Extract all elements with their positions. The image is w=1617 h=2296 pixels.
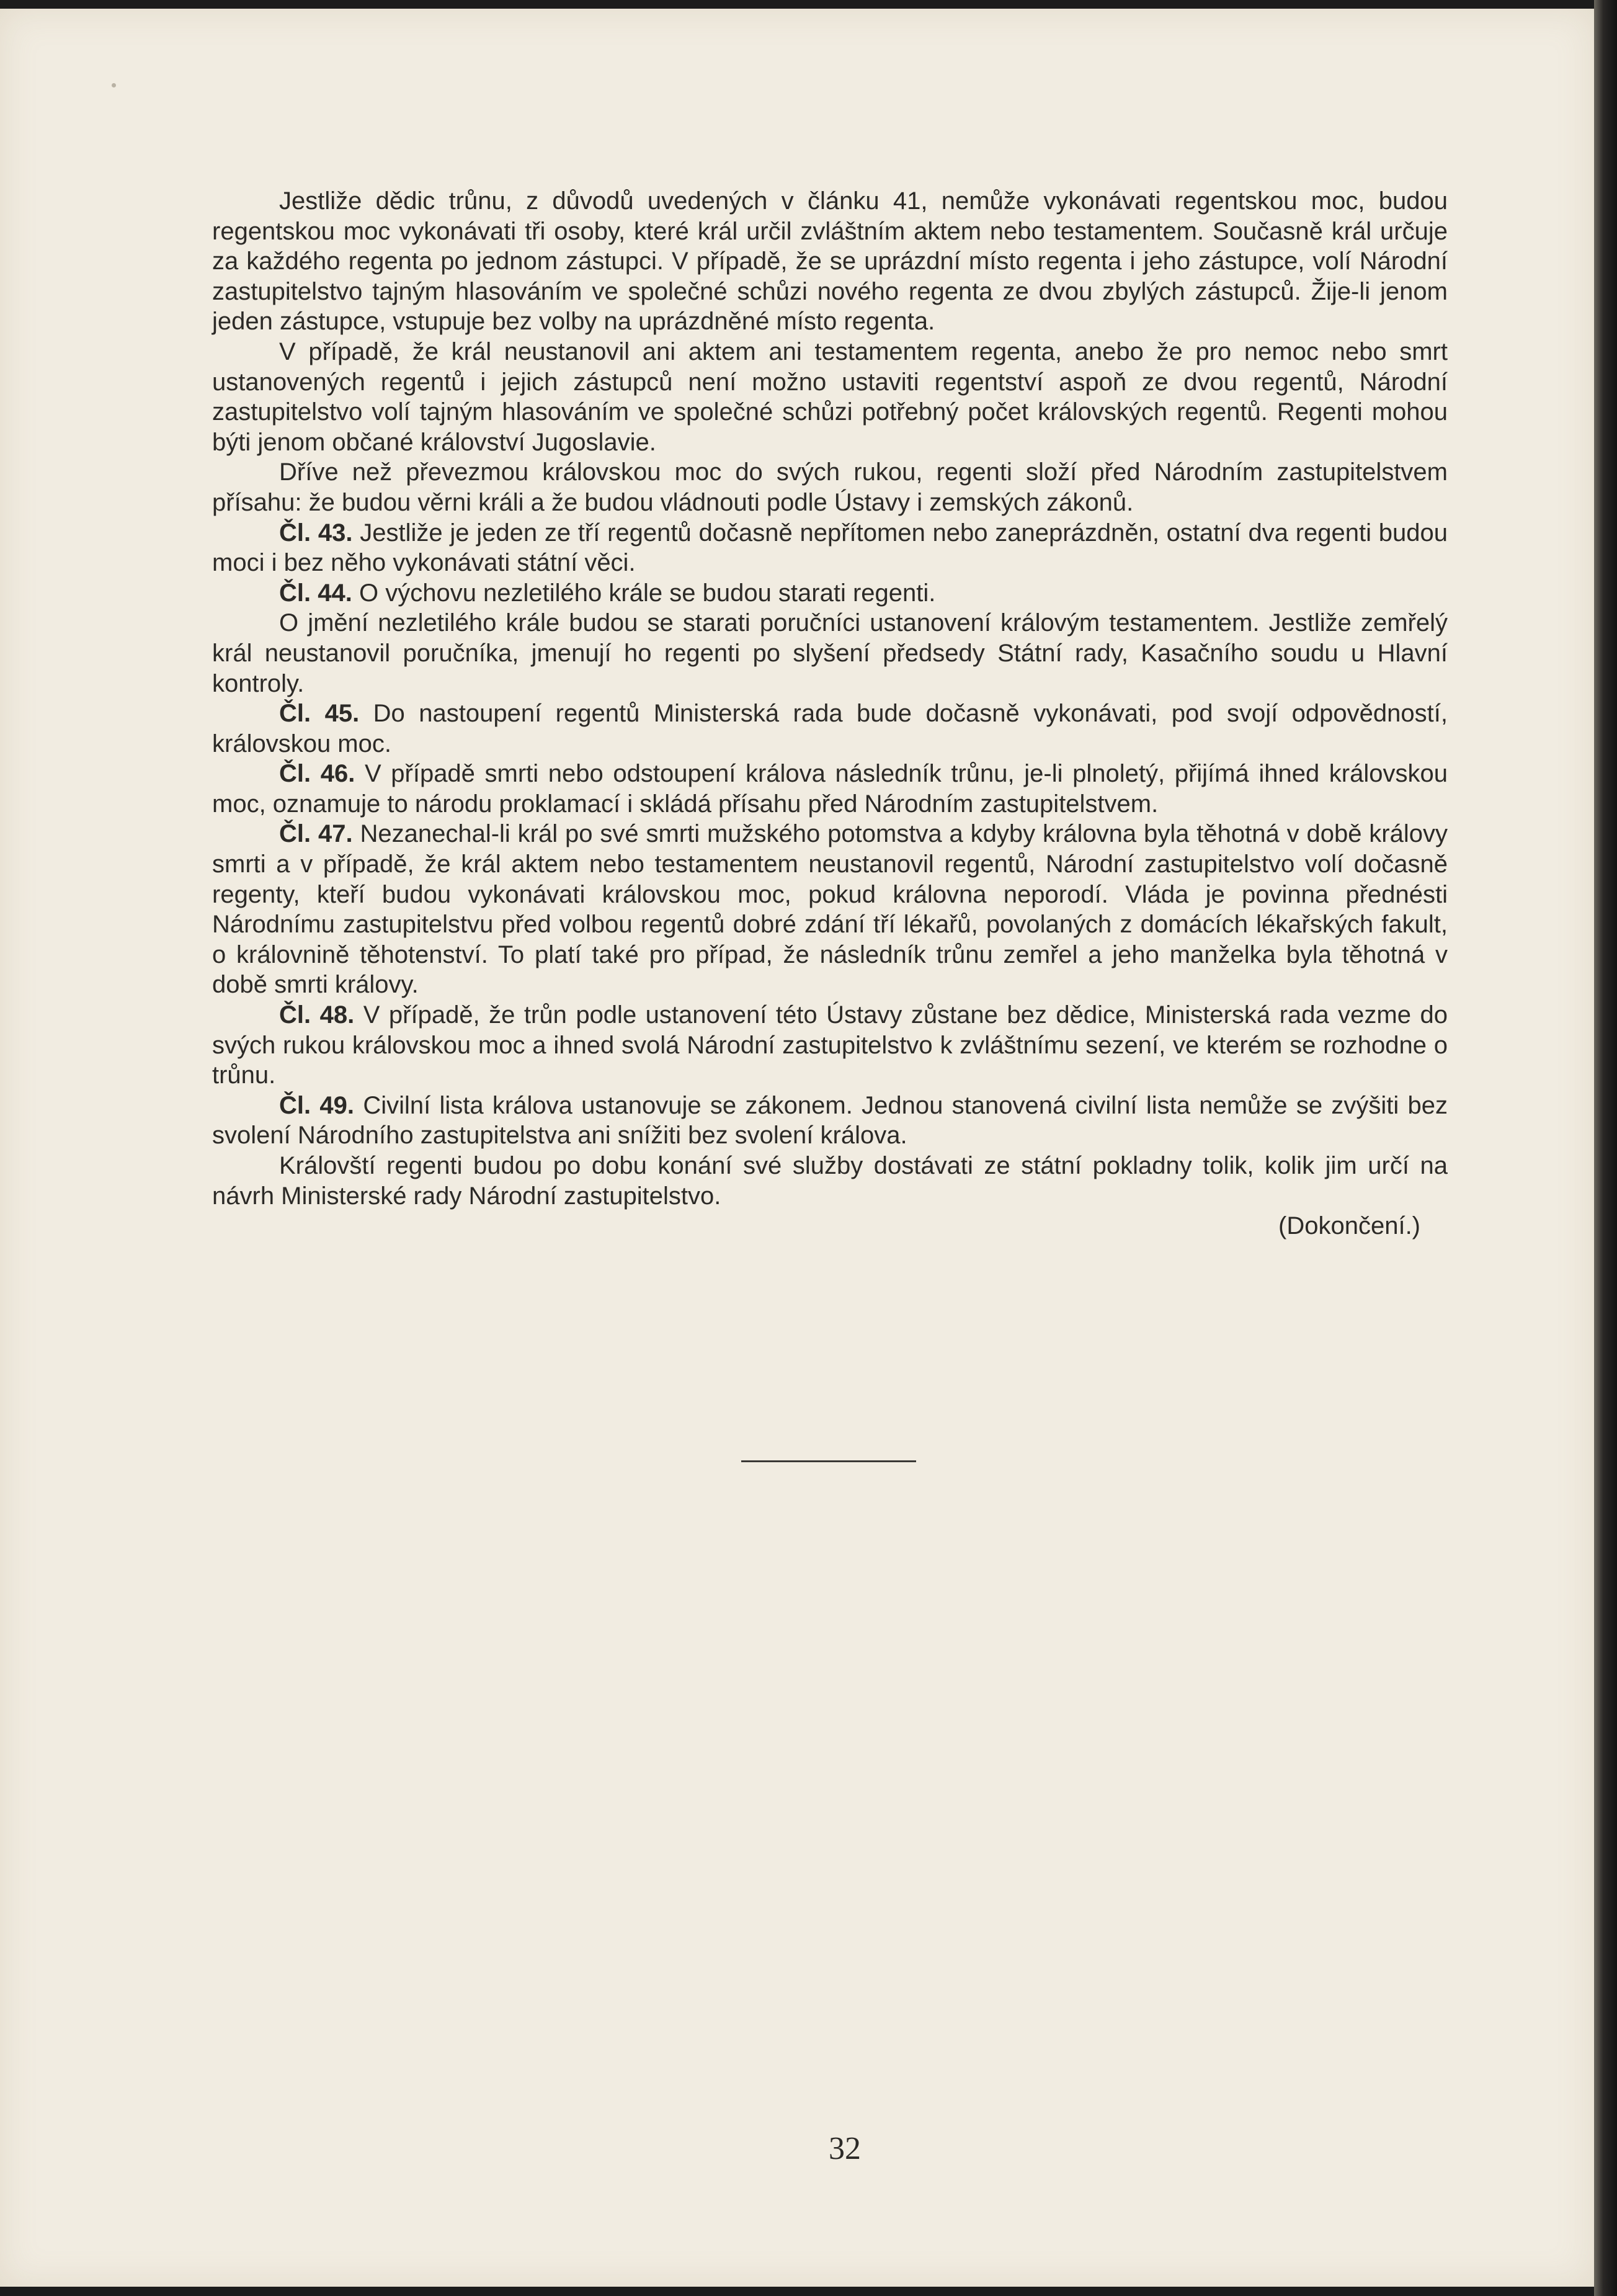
article-48	[212, 1000, 1448, 1091]
article-label: Čl. 46.	[279, 760, 355, 788]
article-label: Čl. 45.	[279, 700, 360, 728]
article-text: O výchovu nezletilého krále se budou starati regenti.	[359, 579, 936, 607]
page-edge-shadow	[1594, 0, 1617, 2296]
document-page	[0, 9, 1594, 2287]
paragraph-guardian	[212, 608, 1448, 699]
paragraph-civil-list	[212, 1151, 1448, 1211]
article-label: Čl. 44.	[279, 579, 352, 607]
article-text: V případě, že trůn podle ustanovení této Ústavy zůstane bez dědice, Ministerská rada vezme do svých rukou královskou moc a ihned svolá Národní zastupitelstvo k zvláštnímu sezení, ve kterém se rozhodne o trůnu.	[212, 1001, 1448, 1089]
article-label: Čl. 43.	[279, 519, 353, 547]
paragraph: Dříve než převezmou královskou moc do svých rukou, regenti složí před Národním zastupitelstvem přísahu: že budou věrni králi a že budou vládnouti podle Ústavy i zemských zákonů.	[212, 458, 1448, 516]
paragraph: V případě, že král neustanovil ani aktem ani testamentem regenta, anebo že pro nemoc nebo smrt ustanovených regentů i jejich zástupců není možno ustaviti regentství aspoň ze dvou regentů, Národní zastupitelstvo volí tajným hlasováním ve společné schůzi potřebný počet královských regentů. Regenti mohou býti jenom občané království Jugoslavie.	[212, 337, 1448, 456]
article-43	[212, 518, 1448, 578]
section-divider	[741, 1460, 916, 1462]
article-text: Jestliže je jeden ze tří regentů dočasně nepřítomen nebo zaneprázdněn, ostatní dva regenti budou moci i bez něho vykonávati státní věci.	[212, 519, 1448, 577]
article-45	[212, 699, 1448, 759]
article-text: V případě smrti nebo odstoupení králova následník trůnu, je-li plnoletý, přijímá ihned královskou moc, oznamuje to národu proklamací i skládá přísahu před Národním zastupitelstvem.	[212, 760, 1448, 818]
article-text: Nezanechal-li král po své smrti mužského potomstva a kdyby královna byla těhotná v době královy smrti a v případě, že král aktem nebo testamentem neustanovil regentů, Národní zastupitelstvo volí dočasně regenty, kteří budou vykonávati královskou moc, pokud královna neporodí. Vláda je povinna přednésti Národnímu zastupitelstvu před volbou regentů dobré zdání tří lékařů, povolaných z domácích lékařských fakult, o královnině těhotenství. To platí také pro případ, že následník trůnu zemřel a jeho manželka byla těhotná v době smrti královy.	[212, 820, 1448, 999]
article-text: Civilní lista králova ustanovuje se zákonem. Jednou stanovená civilní lista nemůže se zvýšiti bez svolení Národního zastupitelstva ani snížiti bez svolení králova.	[212, 1091, 1448, 1150]
body-text	[212, 186, 1448, 1241]
article-44	[212, 578, 1448, 609]
article-47	[212, 819, 1448, 1000]
article-46	[212, 759, 1448, 819]
closing-note: (Dokončení.)	[1278, 1212, 1420, 1240]
article-label: Čl. 47.	[279, 820, 353, 848]
article-text: Královští regenti budou po dobu konání své služby dostávati ze státní pokladny tolik, kolik jim určí na návrh Ministerské rady Národní zastupitelstvo.	[212, 1152, 1448, 1210]
article-text: O jmění nezletilého krále budou se starati poručníci ustanovení královým testamentem. Jestliže zemřelý král neustanovil poručníka, jmenují ho regenti po slyšení předsedy Státní rady, Kasačního soudu u Hlavní kontroly.	[212, 609, 1448, 697]
paper-speck	[112, 83, 116, 87]
paragraph: Jestliže dědic trůnu, z důvodů uvedených v článku 41, nemůže vykonávati regentskou moc, budou regentskou moc vykonávati tři osoby, které král určil zvláštním aktem nebo testamentem. Současně král určuje za každého regenta po jednom zástupci. V případě, že se uprázdní místo regenta i jeho zástupce, volí Národní zastupitelstvo tajným hlasováním ve společné schůzi nového regenta ze dvou zbylých zástupců. Žije-li jenom jeden zástupce, vstupuje bez volby na uprázdněné místo regenta.	[212, 187, 1448, 336]
article-49	[212, 1091, 1448, 1151]
page-number: 32	[829, 2131, 861, 2166]
article-text: Do nastoupení regentů Ministerská rada bude dočasně vykonávati, pod svojí odpovědností, královskou moc.	[212, 700, 1448, 757]
article-label: Čl. 48.	[279, 1001, 355, 1029]
article-label: Čl. 49.	[279, 1091, 355, 1119]
